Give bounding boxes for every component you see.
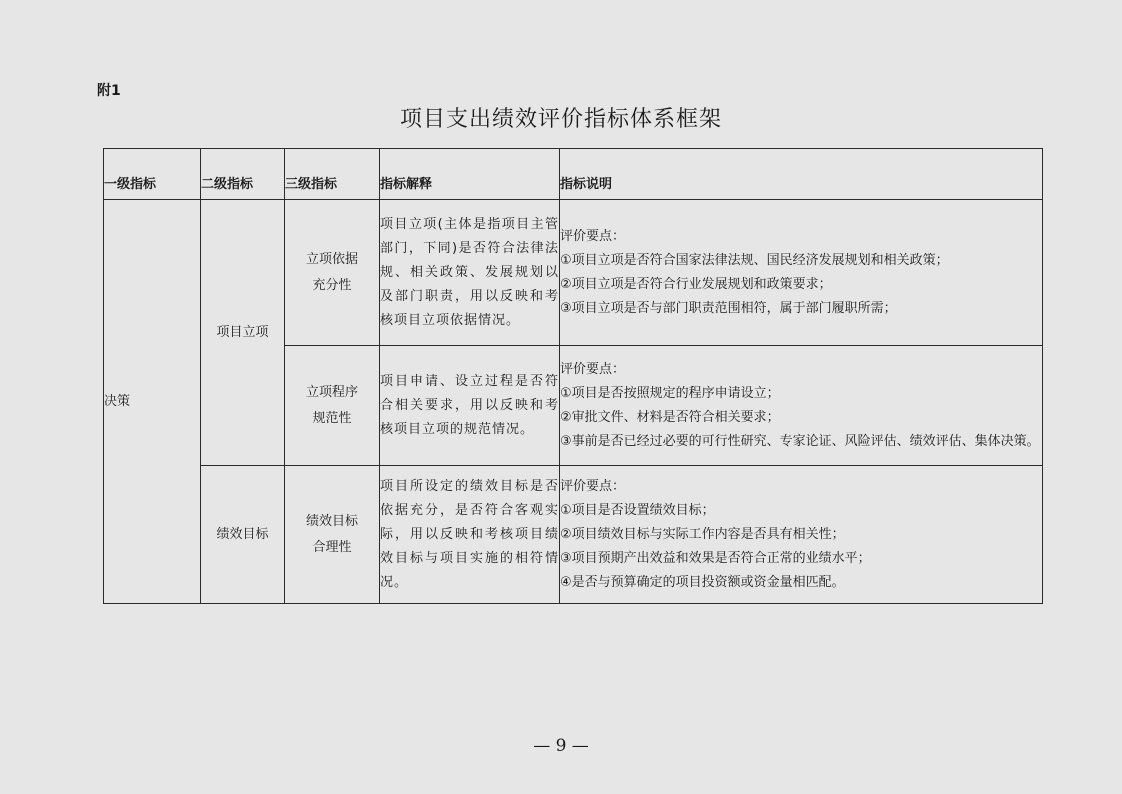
level3-label: 绩效目标合理性 <box>305 513 358 555</box>
note-line: ①项目立项是否符合国家法律法规、国民经济发展规划和相关政策； <box>560 252 949 268</box>
notes-cell <box>560 200 1043 346</box>
attachment-label: 附1 <box>97 83 121 99</box>
level3-label: 立项程序规范性 <box>305 384 358 426</box>
explanation-cell: 项目立项(主体是指项目主管部门，下同)是否符合法律法规、相关政策、发展规划以及部门职责，用以反映和考核项目立项依据情况。 <box>380 200 560 346</box>
page-number: — 9 — <box>533 736 589 756</box>
note-line: ②项目绩效目标与实际工作内容是否具有相关性； <box>560 526 845 542</box>
note-line: 评价要点： <box>560 361 626 377</box>
level3-cell <box>285 466 380 604</box>
page-title: 项目支出绩效评价指标体系框架 <box>399 107 722 132</box>
header-level2: 二级指标 <box>201 149 285 200</box>
note-line: ①项目是否按照规定的程序申请设立； <box>560 385 780 401</box>
note-line: ③事前是否已经过必要的可行性研究、专家论证、风险评估、绩效评估、集体决策。 <box>560 433 1040 449</box>
level3-cell <box>285 200 380 346</box>
table-row <box>104 200 1043 346</box>
header-level3: 三级指标 <box>285 149 380 200</box>
note-line: 评价要点： <box>560 478 626 494</box>
level3-cell <box>285 346 380 466</box>
level2-cell: 绩效目标 <box>201 466 285 604</box>
explanation-cell: 项目申请、设立过程是否符合相关要求，用以反映和考核项目立项的规范情况。 <box>380 346 560 466</box>
note-line: ②项目立项是否符合行业发展规划和政策要求； <box>560 276 832 292</box>
level2-cell: 项目立项 <box>201 200 285 466</box>
note-line: ②审批文件、材料是否符合相关要求； <box>560 409 780 425</box>
explanation-cell: 项目所设定的绩效目标是否依据充分，是否符合客观实际，用以反映和考核项目绩效目标与项目实施的相符情况。 <box>380 466 560 604</box>
note-line: ③项目预期产出效益和效果是否符合正常的业绩水平； <box>560 550 871 566</box>
level3-label: 立项依据充分性 <box>305 251 358 293</box>
note-line: ①项目是否设置绩效目标； <box>560 502 715 518</box>
table-row <box>104 466 1043 604</box>
note-line: ③项目立项是否与部门职责范围相符，属于部门履职所需； <box>560 300 897 316</box>
header-notes: 指标说明 <box>560 149 1043 200</box>
header-explanation: 指标解释 <box>380 149 560 200</box>
notes-cell <box>560 466 1043 604</box>
table-header-row <box>104 149 1043 200</box>
note-line: ④是否与预算确定的项目投资额或资金量相匹配。 <box>560 574 845 590</box>
notes-cell <box>560 346 1043 466</box>
level1-cell: 决策 <box>104 200 201 604</box>
indicator-table <box>103 148 1043 604</box>
note-line: 评价要点： <box>560 228 626 244</box>
header-level1: 一级指标 <box>104 149 201 200</box>
